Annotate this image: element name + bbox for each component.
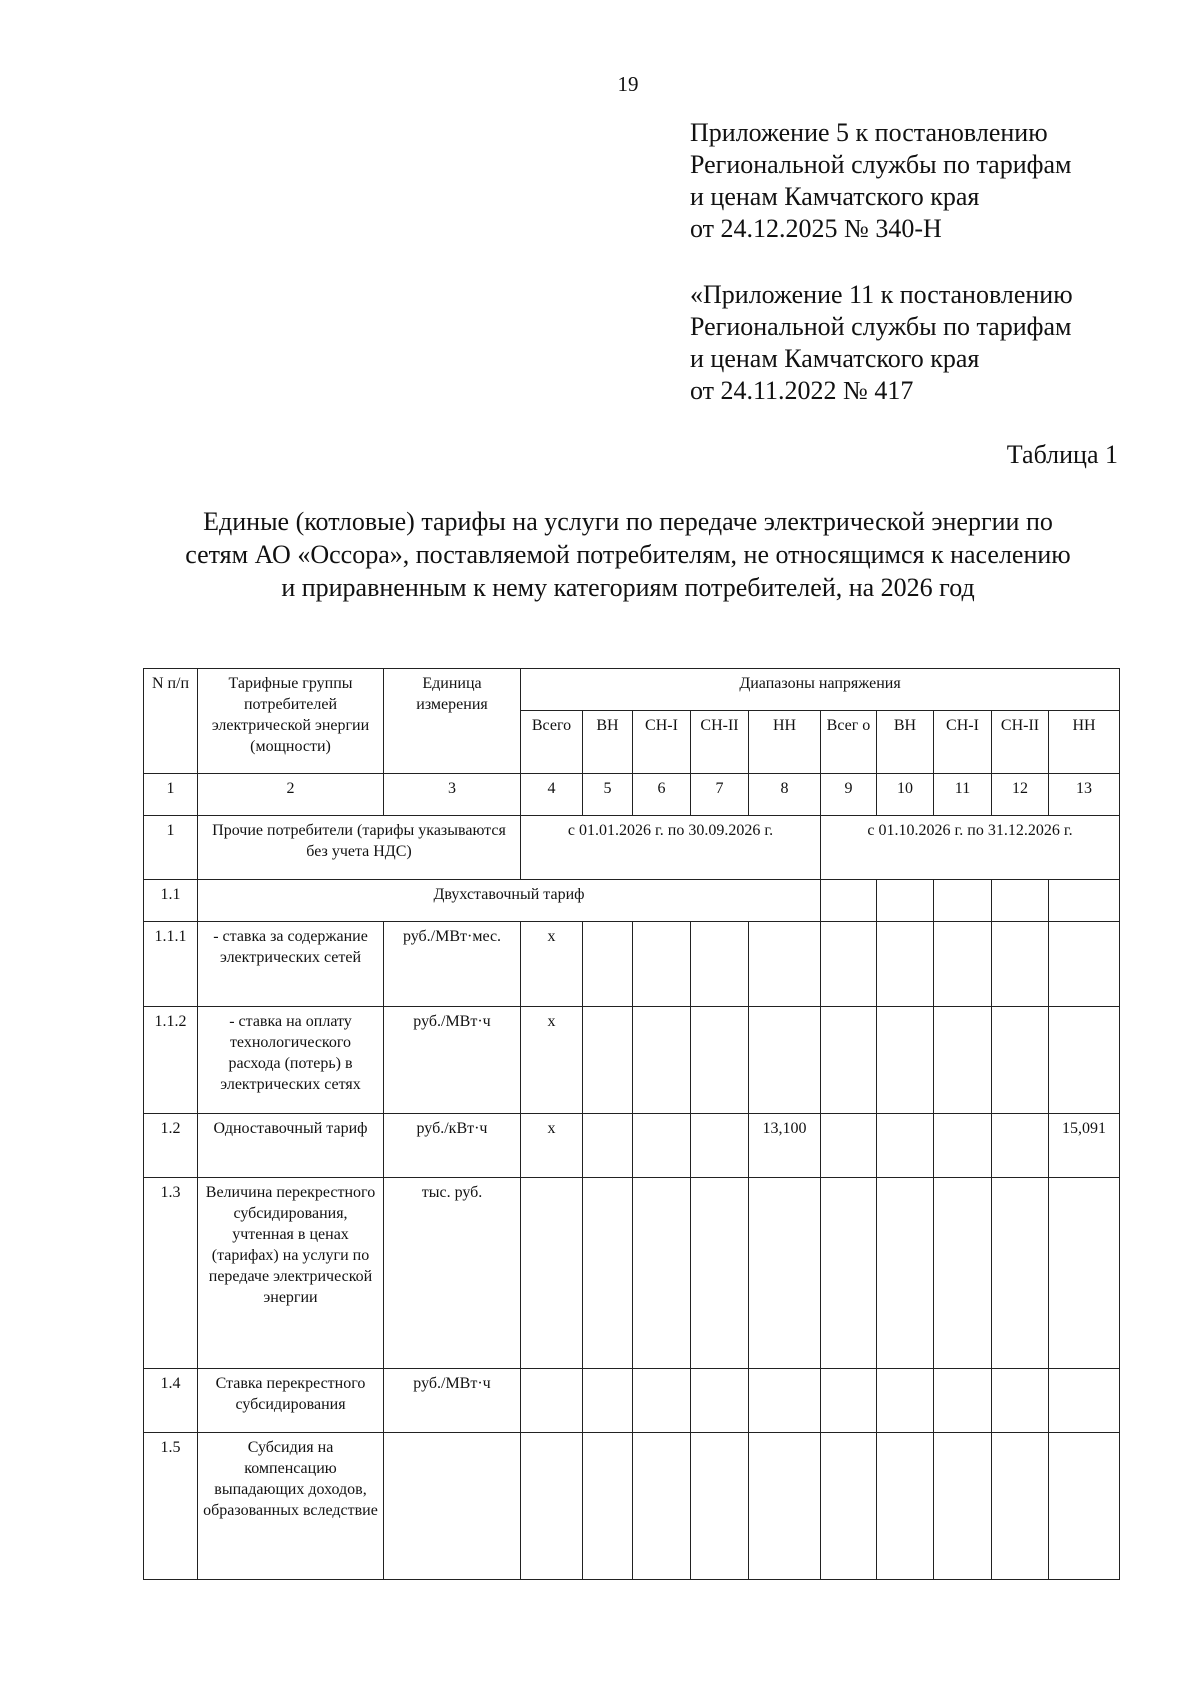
table-cell [749, 1007, 821, 1114]
col-number: 5 [583, 774, 633, 816]
period-1: с 01.01.2026 г. по 30.09.2026 г. [521, 816, 821, 880]
annex-current-line: Приложение 5 к постановлению [690, 118, 1048, 147]
col-number: 1 [144, 774, 198, 816]
header-vn-2: ВН [877, 711, 934, 774]
header-vn-1: ВН [583, 711, 633, 774]
annex-current-line: Региональной службы по тарифам [690, 150, 1072, 179]
annex-original-line: «Приложение 11 к постановлению [690, 280, 1073, 309]
table-cell [877, 1369, 934, 1433]
table-cell [821, 1178, 877, 1369]
table-cell [934, 1178, 992, 1369]
table-cell [583, 1178, 633, 1369]
header-nn-1: НН [749, 711, 821, 774]
col-number: 2 [198, 774, 384, 816]
header-total-1: Всего [521, 711, 583, 774]
table-cell [877, 1433, 934, 1580]
col-number: 12 [992, 774, 1049, 816]
header-ranges: Диапазоны напряжения [521, 669, 1120, 711]
table-cell [633, 1178, 691, 1369]
table-cell [691, 1114, 749, 1178]
table-cell [992, 922, 1049, 1007]
header-total-2: Всег о [821, 711, 877, 774]
total-value: х [521, 1114, 583, 1178]
table-cell [877, 922, 934, 1007]
table-cell [583, 1114, 633, 1178]
header-sn1-1: СН-I [633, 711, 691, 774]
table-cell [934, 1114, 992, 1178]
table-cell [583, 1433, 633, 1580]
annex-current [690, 117, 1071, 245]
table-cell [749, 1369, 821, 1433]
col-number: 9 [821, 774, 877, 816]
nn-value-1: 13,100 [749, 1114, 821, 1178]
table-cell [691, 922, 749, 1007]
table-cell [633, 922, 691, 1007]
table-cell [1049, 1007, 1120, 1114]
table-cell [934, 880, 992, 922]
annex-current-line: и ценам Камчатского края [690, 182, 980, 211]
row-num: 1.1.1 [144, 922, 198, 1007]
title-line: и приравненным к нему категориям потребителей, на 2026 год [281, 573, 975, 602]
table-cell [992, 1369, 1049, 1433]
table-cell [877, 880, 934, 922]
table-cell [583, 922, 633, 1007]
header-sn2-1: СН-II [691, 711, 749, 774]
table-cell [934, 1007, 992, 1114]
header-nn-2: НН [1049, 711, 1120, 774]
row-label: Ставка перекрестного субсидирования [198, 1369, 384, 1433]
table-cell [749, 1433, 821, 1580]
header-groups: Тарифные группы потребителей электрической энергии (мощности) [198, 669, 384, 774]
table-cell [1049, 1178, 1120, 1369]
row-num: 1.3 [144, 1178, 198, 1369]
table-cell [821, 922, 877, 1007]
table-cell [821, 1369, 877, 1433]
table-cell [877, 1007, 934, 1114]
table-cell [583, 1369, 633, 1433]
table-cell [992, 1178, 1049, 1369]
row-unit: руб./кВт·ч [384, 1114, 521, 1178]
table-cell [1049, 1433, 1120, 1580]
title-line: сетям АО «Оссора», поставляемой потребителям, не относящимся к населению [185, 540, 1071, 569]
table-cell [691, 1178, 749, 1369]
period-2: с 01.10.2026 г. по 31.12.2026 г. [821, 816, 1120, 880]
table-cell [992, 1007, 1049, 1114]
row-num: 1 [144, 816, 198, 880]
row-label: Одноставочный тариф [198, 1114, 384, 1178]
table-cell [934, 1369, 992, 1433]
table-cell [934, 1433, 992, 1580]
table-cell [749, 922, 821, 1007]
table-cell [992, 1433, 1049, 1580]
col-number: 3 [384, 774, 521, 816]
row-num: 1.1 [144, 880, 198, 922]
page-number: 19 [617, 72, 639, 96]
row-unit: руб./МВт·мес. [384, 922, 521, 1007]
table-cell [521, 1178, 583, 1369]
annex-original-line: и ценам Камчатского края [690, 344, 980, 373]
tariff-table [143, 668, 1120, 1580]
header-num: N п/п [144, 669, 198, 774]
table-cell [877, 1114, 934, 1178]
table-cell [633, 1433, 691, 1580]
table-cell [749, 1178, 821, 1369]
row-num: 1.5 [144, 1433, 198, 1580]
total-value: х [521, 922, 583, 1007]
annex-current-line: от 24.12.2025 № 340-Н [690, 214, 942, 243]
col-number: 13 [1049, 774, 1120, 816]
annex-original-line: Региональной службы по тарифам [690, 312, 1072, 341]
header-sn1-2: СН-I [934, 711, 992, 774]
row-label: Субсидия на компенсацию выпадающих доходов, образованных вследствие [198, 1433, 384, 1580]
table-cell [384, 1433, 521, 1580]
col-number: 7 [691, 774, 749, 816]
row-label: Прочие потребители (тарифы указываются без учета НДС) [198, 816, 521, 880]
row-unit: руб./МВт·ч [384, 1369, 521, 1433]
row-label: Двухставочный тариф [198, 880, 821, 922]
table-cell [583, 1007, 633, 1114]
table-cell [992, 1114, 1049, 1178]
document-title [130, 505, 1126, 604]
table-cell [1049, 922, 1120, 1007]
row-unit: тыс. руб. [384, 1178, 521, 1369]
table-cell [821, 1433, 877, 1580]
nn-value-2: 15,091 [1049, 1114, 1120, 1178]
table-cell [1049, 880, 1120, 922]
title-line: Единые (котловые) тарифы на услуги по передаче электрической энергии по [203, 507, 1053, 536]
table-label: Таблица 1 [1006, 440, 1118, 469]
table-cell [691, 1369, 749, 1433]
col-number: 10 [877, 774, 934, 816]
row-num: 1.2 [144, 1114, 198, 1178]
col-number: 8 [749, 774, 821, 816]
col-number: 6 [633, 774, 691, 816]
table-cell [992, 880, 1049, 922]
table-cell [633, 1007, 691, 1114]
table-cell [691, 1007, 749, 1114]
table-cell [821, 1114, 877, 1178]
table-cell [821, 880, 877, 922]
row-label: - ставка за содержание электрических сетей [198, 922, 384, 1007]
annex-original-line: от 24.11.2022 № 417 [690, 376, 914, 405]
col-number: 11 [934, 774, 992, 816]
row-num: 1.1.2 [144, 1007, 198, 1114]
table-cell [521, 1369, 583, 1433]
table-cell [1049, 1369, 1120, 1433]
annex-original [690, 279, 1073, 407]
table-cell [821, 1007, 877, 1114]
table-cell [691, 1433, 749, 1580]
header-sn2-2: СН-II [992, 711, 1049, 774]
header-unit: Единица измерения [384, 669, 521, 774]
row-label: Величина перекрестного субсидирования, учтенная в ценах (тарифах) на услуги по передаче электрической энергии [198, 1178, 384, 1369]
col-number: 4 [521, 774, 583, 816]
row-label: - ставка на оплату технологического расхода (потерь) в электрических сетях [198, 1007, 384, 1114]
table-cell [633, 1114, 691, 1178]
table-cell [877, 1178, 934, 1369]
row-num: 1.4 [144, 1369, 198, 1433]
row-unit: руб./МВт·ч [384, 1007, 521, 1114]
total-value: х [521, 1007, 583, 1114]
table-cell [633, 1369, 691, 1433]
table-cell [521, 1433, 583, 1580]
table-cell [934, 922, 992, 1007]
